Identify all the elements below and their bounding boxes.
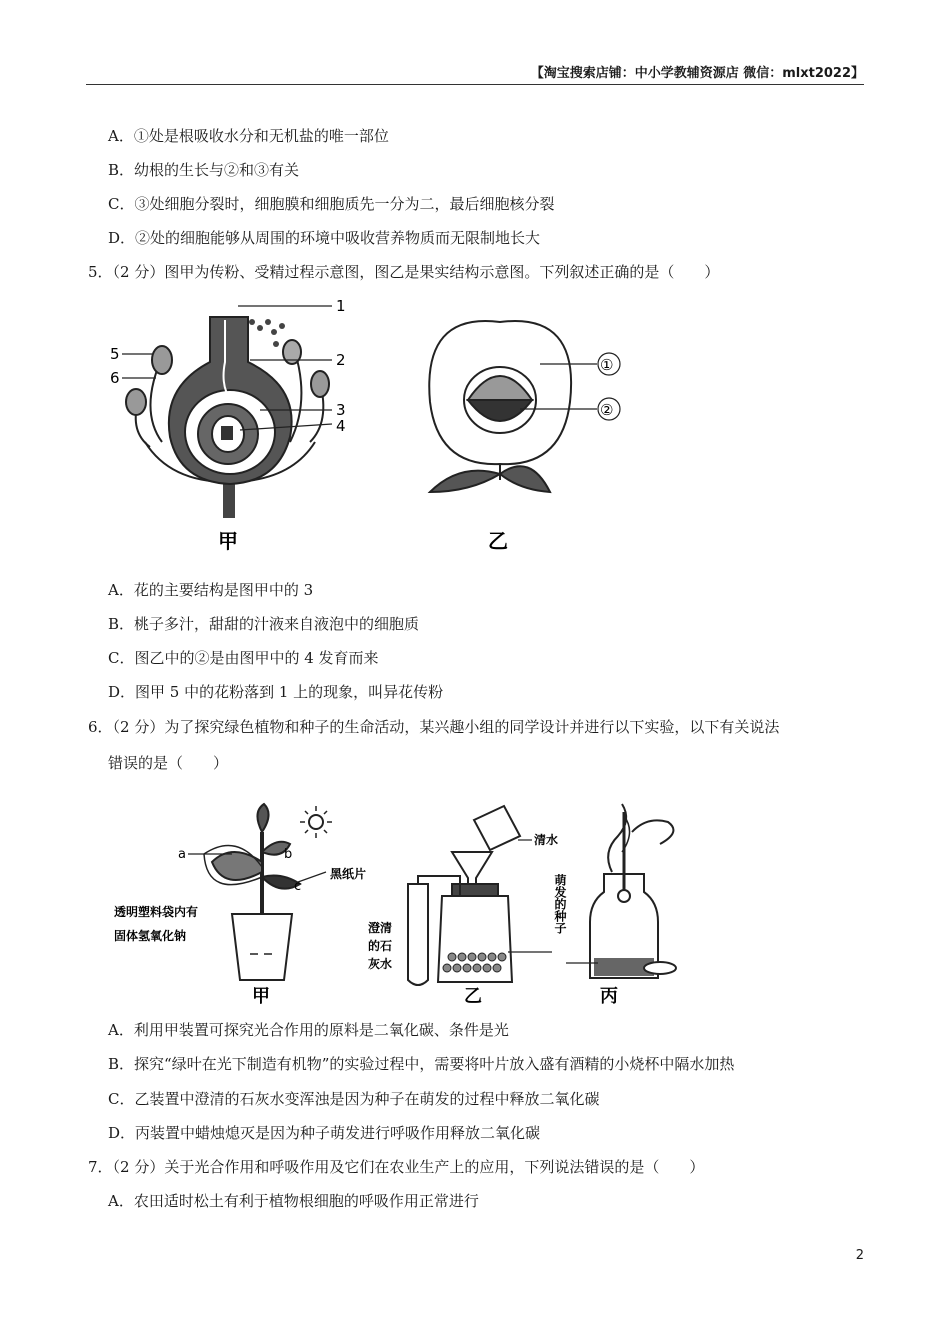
label-5: 5 (110, 345, 120, 363)
page-number: 2 (855, 1248, 864, 1263)
label-3: 3 (336, 401, 346, 419)
label-a: a (178, 847, 186, 862)
caption-jia: 甲 (252, 986, 270, 1007)
label-bag-line2: 固体氢氧化钠 (114, 929, 187, 943)
label-b: b (284, 847, 293, 862)
q4-option-d: D．②处的细胞能够从周围的环境中吸收营养物质而无限制地长大 (108, 229, 541, 247)
q5-option-c: C．图乙中的②是由图甲中的 4 发育而来 (108, 649, 379, 667)
fruit-diagram (429, 321, 571, 492)
label-6: 6 (110, 369, 120, 387)
flower-diagram (126, 317, 329, 518)
q6-figure (112, 792, 692, 1007)
q5-figure (100, 292, 660, 562)
plant-apparatus (204, 804, 332, 980)
q5-option-b: B．桃子多汁，甜甜的汁液来自液泡中的细胞质 (108, 615, 420, 633)
label-lime-line3: 灰水 (368, 957, 393, 971)
q4-option-c: C．③处细胞分裂时，细胞膜和细胞质先一分为二，最后细胞核分裂 (108, 195, 555, 213)
label-bag-line1: 透明塑料袋内有 (114, 905, 199, 919)
q4-option-a: A．①处是根吸收水分和无机盐的唯一部位 (108, 127, 389, 145)
label-2: 2 (336, 351, 346, 369)
label-water: 清水 (534, 833, 559, 847)
q4-option-b: B．幼根的生长与②和③有关 (108, 161, 300, 179)
q6-stem-line2: 错误的是（ ） (108, 754, 229, 772)
caption-jia: 甲 (218, 529, 238, 553)
label-circled-2: ② (600, 401, 614, 419)
label-c: c (294, 879, 302, 894)
label-4: 4 (336, 417, 346, 435)
q7-stem: 7．（2 分）关于光合作用和呼吸作用及它们在农业生产上的应用，下列说法错误的是（ ） (88, 1158, 705, 1176)
lime-water-apparatus (408, 806, 520, 985)
q6-option-b: B．探究“绿叶在光下制造有机物”的实验过程中，需要将叶片放入盛有酒精的小烧杯中隔水加热 (108, 1055, 735, 1073)
label-lime-line2: 的石 (368, 939, 393, 953)
caption-bing: 丙 (600, 986, 618, 1007)
label-black-paper: 黑纸片 (330, 867, 367, 881)
label-1: 1 (336, 297, 346, 315)
q5-option-d: D．图甲 5 中的花粉落到 1 上的现象，叫异花传粉 (108, 683, 444, 701)
q5-stem: 5．（2 分）图甲为传粉、受精过程示意图，图乙是果实结构示意图。下列叙述正确的是（ ） (88, 263, 720, 281)
candle-jar-apparatus (590, 804, 676, 978)
q6-stem-line1: 6．（2 分）为了探究绿色植物和种子的生命活动，某兴趣小组的同学设计并进行以下实验，以下有关说法 (88, 718, 780, 736)
caption-yi: 乙 (488, 529, 508, 553)
q6-option-d: D．丙装置中蜡烛熄灭是因为种子萌发进行呼吸作用释放二氧化碳 (108, 1124, 541, 1142)
q5-option-a: A．花的主要结构是图甲中的 3 (108, 581, 314, 599)
label-lime-line1: 澄清 (368, 921, 393, 935)
page-header: 【淘宝搜索店铺：中小学教辅资源店 微信：mlxt2022】 (86, 62, 864, 85)
label-seed: 萌发的种子 (553, 874, 567, 934)
label-circled-1: ① (600, 356, 614, 374)
q7-option-a: A．农田适时松土有利于植物根细胞的呼吸作用正常进行 (108, 1192, 479, 1210)
caption-yi: 乙 (464, 986, 482, 1007)
q6-option-c: C．乙装置中澄清的石灰水变浑浊是因为种子在萌发的过程中释放二氧化碳 (108, 1090, 600, 1108)
q6-option-a: A．利用甲装置可探究光合作用的原料是二氧化碳、条件是光 (108, 1021, 509, 1039)
